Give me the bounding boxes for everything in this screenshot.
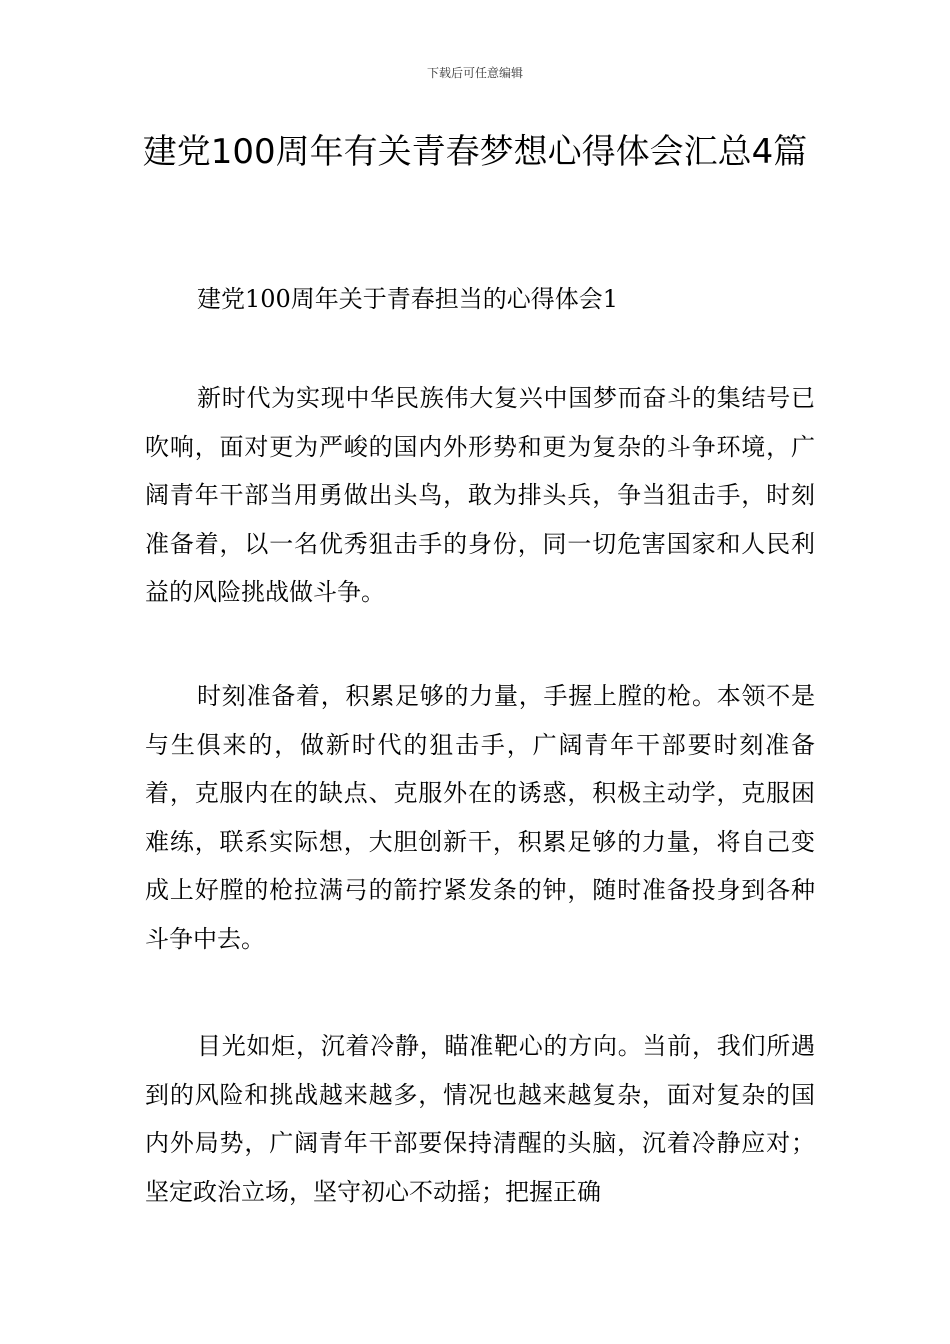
header-note: 下载后可任意编辑 xyxy=(426,66,523,80)
paragraph-2: 时刻准备着，积累足够的力量，手握上膛的枪。本领不是与生俱来的，做新时代的狙击手，广阔青年干部要时刻准备着，克服内在的缺点、克服外在的诱惑，积极主动学，克服困难练，联系实际想，大胆创新干，积累足够的力量，将自己变成上好膛的枪拉满弓的箭拧紧发条的钟，随时准备投身到各种斗争中去。 xyxy=(145,682,815,953)
paragraph-3: 目光如炬，沉着冷静，瞄准靶心的方向。当前，我们所遇到的风险和挑战越来越多，情况也越来越复杂，面对复杂的国内外局势，广阔青年干部要保持清醒的头脑，沉着冷静应对；坚定政治立场，坚守初心不动摇；把握正确 xyxy=(145,1032,815,1206)
paragraph-1: 新时代为实现中华民族伟大复兴中国梦而奋斗的集结号已吹响，面对更为严峻的国内外形势和更为复杂的斗争环境，广阔青年干部当用勇做出头鸟，敢为排头兵，争当狙击手，时刻准备着，以一名优秀狙击手的身份，同一切危害国家和人民利益的风险挑战做斗争。 xyxy=(145,384,815,606)
document-title: 建党100周年有关青春梦想心得体会汇总4篇 xyxy=(142,132,808,172)
section-heading: 建党100周年关于青春担当的心得体会1 xyxy=(197,285,619,313)
